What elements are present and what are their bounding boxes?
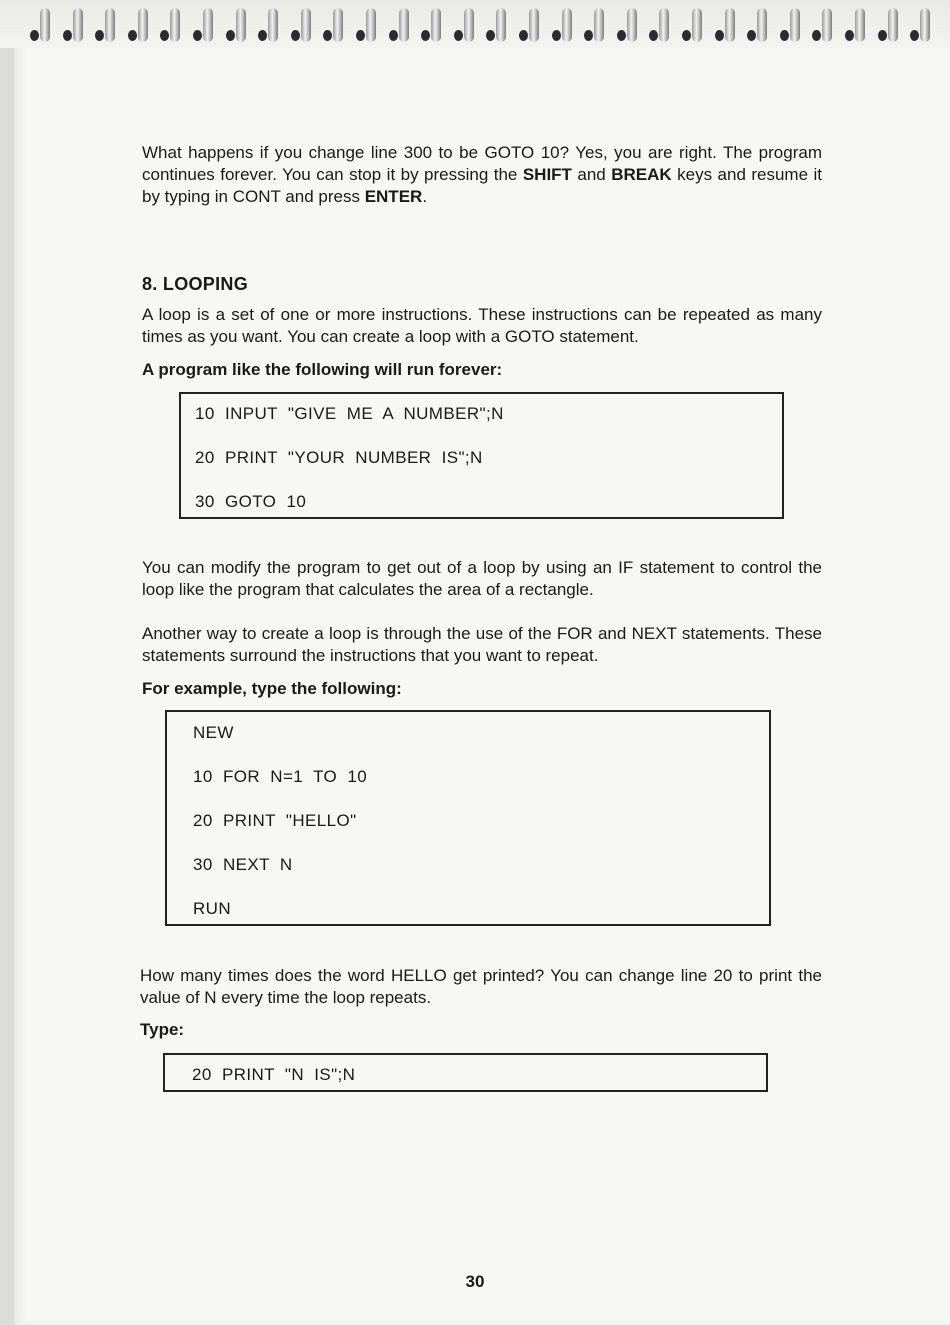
binding-ring (627, 8, 637, 42)
binding-ring (888, 8, 898, 42)
binding-ring (464, 8, 474, 42)
binding-hole (780, 30, 789, 41)
binding-ring (562, 8, 572, 42)
binding-hole (682, 30, 691, 41)
binding-hole (291, 30, 300, 41)
binding-ring (920, 8, 930, 42)
binding-hole (552, 30, 561, 41)
binding-ring (431, 8, 441, 42)
code-line: 20 PRINT "HELLO" (193, 811, 357, 830)
binding-hole (323, 30, 332, 41)
intro-text-2: keys and resume it by typing in CONT and press (142, 165, 822, 206)
binding-ring (692, 8, 702, 42)
code-line: 10 FOR N=1 TO 10 (193, 767, 368, 786)
section-heading: 8. LOOPING (142, 274, 249, 294)
page-number: 30 (465, 1272, 485, 1291)
binding-ring (399, 8, 409, 42)
type-lead: Type: (140, 1020, 185, 1039)
binding-hole (649, 30, 658, 41)
if-statement-paragraph: You can modify the program to get out of a loop by using an IF statement to control the loop like the program that calculates the area of a rectangle. (142, 558, 822, 599)
binding-ring (138, 8, 148, 42)
intro-text-3: . (422, 187, 428, 206)
binding-ring (170, 8, 180, 42)
enter-key-label: ENTER (364, 187, 423, 206)
binding-hole (454, 30, 463, 41)
code-line: 20 PRINT "N IS";N (192, 1065, 356, 1084)
binding-hole (519, 30, 528, 41)
code-line: RUN (193, 899, 232, 918)
binding-ring (366, 8, 376, 42)
code-line: 20 PRINT "YOUR NUMBER IS";N (195, 448, 483, 467)
code-box-print-n (163, 1053, 768, 1092)
binding-ring (855, 8, 865, 42)
binding-hole (715, 30, 724, 41)
binding-ring (73, 8, 83, 42)
binding-hole (30, 30, 39, 41)
binding-hole (421, 30, 430, 41)
code-line: 30 GOTO 10 (195, 492, 307, 511)
code-line: 10 INPUT "GIVE ME A NUMBER";N (195, 404, 504, 423)
binding-ring (529, 8, 539, 42)
binding-ring (822, 8, 832, 42)
binding-hole (95, 30, 104, 41)
binding-ring (725, 8, 735, 42)
intro-and: and (571, 165, 612, 184)
binding-hole (845, 30, 854, 41)
binding-hole (389, 30, 398, 41)
break-key-label: BREAK (611, 165, 672, 184)
binding-ring (203, 8, 213, 42)
binding-ring (333, 8, 343, 42)
intro-paragraph (142, 142, 822, 208)
binding-hole (258, 30, 267, 41)
binding-hole (584, 30, 593, 41)
for-example-lead: For example, type the following: (142, 679, 402, 698)
loop-definition-paragraph: A loop is a set of one or more instructions. These instructions can be repeated as many times as you want. You can create a loop with a GOTO statement. (142, 305, 822, 346)
binding-hole (193, 30, 202, 41)
binding-hole (128, 30, 137, 41)
for-next-paragraph: Another way to create a loop is through the use of the FOR and NEXT statements. These statements surround the instructions that you want to repeat. (142, 624, 822, 665)
binding-ring (757, 8, 767, 42)
binding-ring (105, 8, 115, 42)
code-box-forever (179, 392, 784, 519)
binding-hole (356, 30, 365, 41)
binding-hole (747, 30, 756, 41)
forever-program-lead: A program like the following will run forever: (142, 360, 503, 379)
code-line: NEW (193, 723, 234, 742)
binding-ring (659, 8, 669, 42)
intro-text-1: What happens if you change line 300 to be GOTO 10? Yes, you are right. The program continues forever. You can stop it by pressing the (142, 143, 822, 184)
binding-hole (812, 30, 821, 41)
binding-hole (160, 30, 169, 41)
binding-ring (268, 8, 278, 42)
code-line: 30 NEXT N (193, 855, 293, 874)
binding-hole (910, 30, 919, 41)
binding-hole (63, 30, 72, 41)
binding-hole (878, 30, 887, 41)
binding-ring (496, 8, 506, 42)
hello-question-paragraph: How many times does the word HELLO get printed? You can change line 20 to print the value of N every time the loop repeats. (140, 966, 822, 1007)
shift-key-label: SHIFT (522, 165, 572, 184)
binding-hole (617, 30, 626, 41)
binding-hole (486, 30, 495, 41)
binding-ring (594, 8, 604, 42)
binding-ring (301, 8, 311, 42)
binding-ring (790, 8, 800, 42)
code-box-for-loop (165, 710, 771, 926)
binding-hole (226, 30, 235, 41)
spiral-binding (0, 0, 950, 48)
binding-ring (40, 8, 50, 42)
binding-ring (236, 8, 246, 42)
